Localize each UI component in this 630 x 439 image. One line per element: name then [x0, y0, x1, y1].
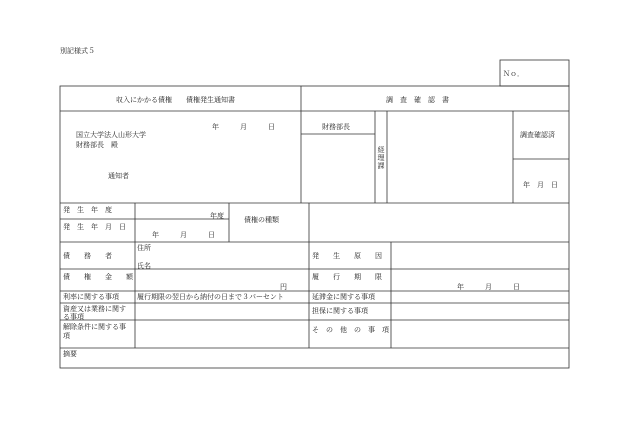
audit-confirmed-label: 調査確認済: [520, 131, 555, 139]
claim-type-label: 債権の種類: [244, 216, 279, 224]
cause-label: 発 生 原 因: [312, 252, 382, 260]
addressee-university: 国立大学法人山形大学: [76, 131, 146, 139]
audit-heading: 調 査 確 認 書: [386, 96, 449, 104]
form-number-label: 別記様式５: [60, 47, 95, 55]
collateral-label: 担保に関する事項: [312, 307, 368, 315]
asset-label-line1: 資産又は業務に関す: [63, 305, 126, 313]
due-date-label: 履 行 期 限: [312, 273, 382, 281]
delay-label: 延滞金に関する事項: [312, 293, 375, 301]
interest-value: 履行期限の翌日から納付の日まで３パーセント: [137, 293, 284, 301]
fiscal-year-value: 年度: [210, 212, 224, 220]
cancel-label-line2: 項: [63, 332, 70, 340]
name-label: 氏名: [137, 262, 151, 270]
interest-label: 利率に関する事項: [63, 293, 119, 301]
yen-label: 円: [280, 283, 287, 291]
form-title: 収入にかかる債権 債権発生通知書: [116, 96, 235, 104]
other-label: そ の 他 の 事 項: [312, 326, 389, 334]
notice-date: 年 月 日: [212, 123, 275, 131]
accounting-dept-label: 経理課: [377, 146, 385, 170]
occurrence-date-value: 年 月 日: [152, 231, 215, 239]
asset-label-line2: る事項: [63, 313, 84, 321]
notifier-label: 通知者: [108, 172, 129, 180]
debtor-label: 債 務 者: [63, 252, 112, 260]
amount-label: 債 権 金 額: [63, 273, 133, 281]
no-label: Ｎｏ．: [503, 70, 524, 78]
cancel-label-line1: 解除条件に関する事: [63, 323, 126, 331]
occurrence-date-label: 発 生 年 月 日: [63, 223, 126, 231]
summary-label: 摘要: [63, 350, 77, 358]
fiscal-year-label: 発 生 年 度: [63, 206, 112, 214]
addressee-title: 財務部長 殿: [76, 141, 118, 149]
due-date-value: 年 月 日: [457, 283, 520, 291]
audit-date: 年 月 日: [523, 181, 558, 189]
address-label: 住所: [137, 244, 151, 252]
finance-head-label: 財務部長: [322, 123, 350, 131]
